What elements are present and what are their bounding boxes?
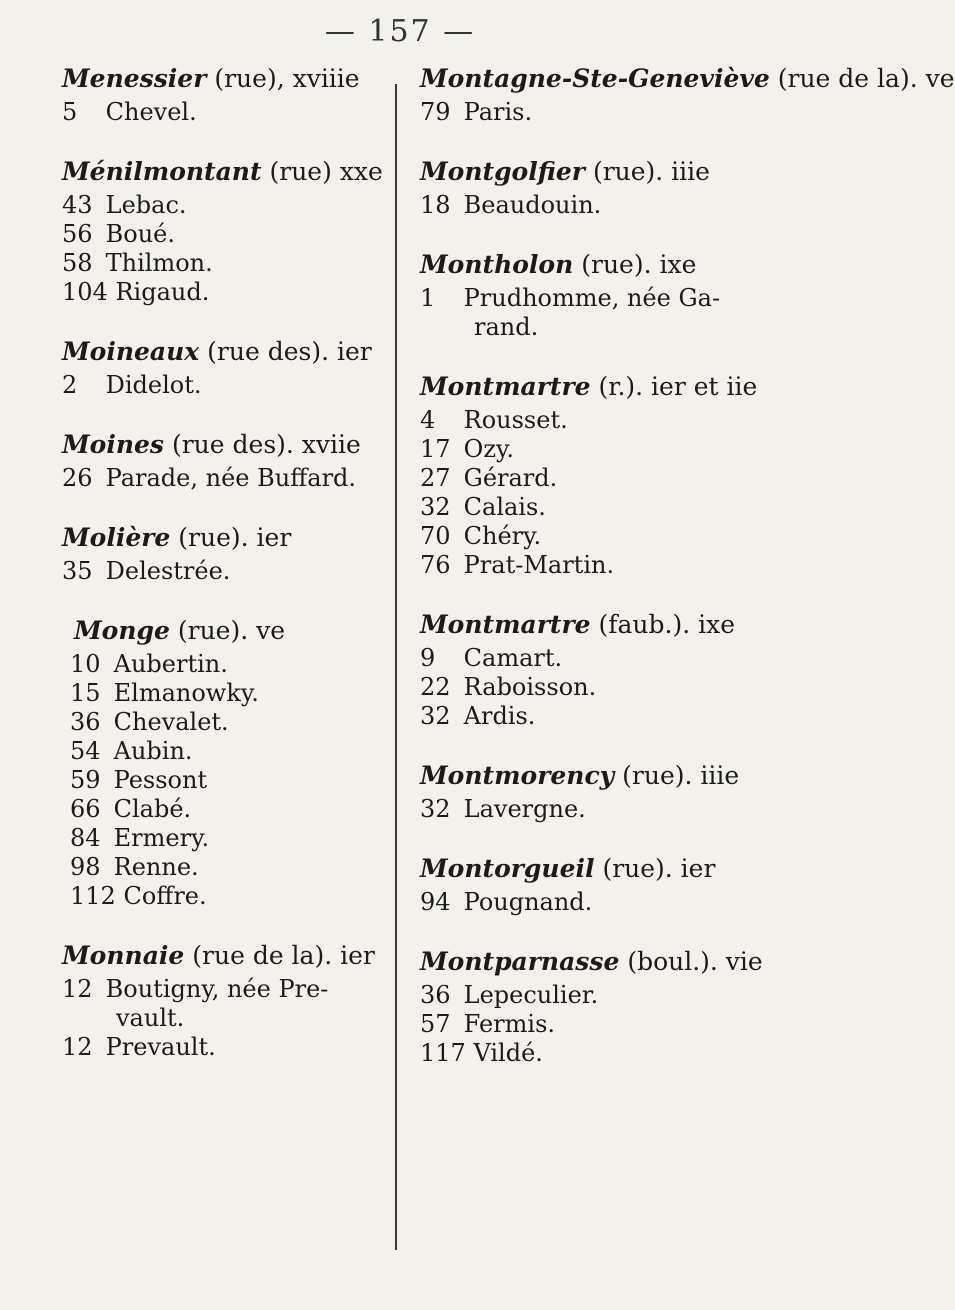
house-number: 15 (70, 679, 101, 707)
right-column (420, 64, 955, 1098)
street-kind: (rue de la). ier (192, 941, 375, 970)
resident-entry (420, 98, 750, 127)
resident-list (62, 557, 392, 586)
resident-entry (70, 795, 392, 824)
house-number: 70 (420, 522, 451, 550)
street-heading (62, 337, 392, 367)
street-section (420, 610, 750, 731)
street-kind: (rue). iiie (592, 157, 710, 186)
street-section (420, 761, 750, 824)
resident-entry (62, 220, 392, 249)
house-number: 57 (420, 1010, 451, 1038)
street-heading (62, 523, 392, 553)
street-section (420, 854, 750, 917)
resident-entry (62, 371, 392, 400)
resident-list (420, 191, 750, 220)
resident-entry (62, 249, 392, 278)
resident-entry (420, 464, 750, 493)
house-number: 35 (62, 557, 93, 585)
street-section (62, 64, 392, 127)
resident-entry (420, 284, 750, 342)
house-number: 117 (420, 1039, 466, 1067)
resident-entry (62, 1033, 392, 1062)
street-heading (62, 430, 392, 460)
house-number: 54 (70, 737, 101, 765)
resident-list (420, 284, 750, 342)
resident-list (420, 981, 750, 1068)
resident-name: Pougnand. (463, 888, 593, 916)
house-number: 5 (62, 98, 78, 126)
resident-list (62, 191, 392, 307)
house-number: 76 (420, 551, 451, 579)
resident-list (62, 98, 392, 127)
resident-name: Paris. (463, 98, 533, 126)
street-section (62, 941, 392, 1062)
resident-entry (420, 1010, 750, 1039)
resident-name: Prevault. (105, 1033, 216, 1061)
street-section (420, 372, 758, 580)
resident-name: Ozy. (463, 435, 514, 463)
house-number: 104 (62, 278, 108, 306)
resident-entry (420, 888, 750, 917)
resident-name: Coffre. (123, 882, 207, 910)
resident-name: Didelot. (105, 371, 202, 399)
resident-name: Renne. (113, 853, 199, 881)
resident-entry (70, 882, 392, 911)
street-section (62, 616, 392, 911)
resident-entry (420, 1039, 750, 1068)
street-name: Montorgueil (420, 854, 595, 883)
street-heading (62, 616, 392, 646)
left-column (62, 64, 392, 1092)
resident-name: Prat-Martin. (463, 551, 615, 579)
resident-entry (420, 493, 750, 522)
street-heading (62, 157, 392, 187)
house-number: 26 (62, 464, 93, 492)
street-heading (420, 372, 758, 402)
resident-name-continued: vault. (116, 1004, 185, 1032)
street-section (420, 250, 750, 342)
street-heading (420, 947, 763, 977)
resident-list (420, 644, 750, 731)
resident-name: Chevel. (105, 98, 197, 126)
street-kind: (rue des). xviie (171, 430, 361, 459)
resident-list (62, 975, 392, 1062)
resident-name: Lebac. (105, 191, 187, 219)
resident-entry (62, 191, 392, 220)
resident-name: Boutigny, née Pre- (105, 975, 329, 1003)
house-number: 36 (70, 708, 101, 736)
resident-entry (70, 679, 392, 708)
house-number: 94 (420, 888, 451, 916)
resident-list (420, 406, 750, 580)
street-kind: (r.). ier et iie (598, 372, 758, 401)
resident-entry (420, 981, 750, 1010)
street-kind: (rue) xxe (269, 157, 383, 186)
street-name: Montagne-Ste-Geneviève (420, 64, 770, 93)
street-name: Monge (74, 616, 170, 645)
street-heading (420, 761, 750, 791)
resident-name: Chevalet. (113, 708, 229, 736)
resident-entry (420, 551, 750, 580)
house-number: 112 (70, 882, 116, 910)
street-name: Montmartre (420, 610, 591, 639)
street-section (62, 157, 392, 307)
house-number: 58 (62, 249, 93, 277)
house-number: 32 (420, 493, 451, 521)
resident-entry (420, 522, 750, 551)
street-kind: (rue). ier (178, 523, 292, 552)
street-name: Moineaux (62, 337, 200, 366)
street-heading (420, 157, 750, 187)
street-kind: (rue). iiie (622, 761, 740, 790)
house-number: 27 (420, 464, 451, 492)
street-kind: (rue des). ier (207, 337, 372, 366)
resident-entry (70, 708, 392, 737)
resident-entry (420, 702, 750, 731)
resident-entry (70, 650, 392, 679)
house-number: 32 (420, 795, 451, 823)
street-section (62, 523, 392, 586)
street-heading (420, 250, 750, 280)
resident-list (420, 888, 750, 917)
resident-name: Elmanowky. (113, 679, 259, 707)
resident-name: Fermis. (463, 1010, 556, 1038)
street-name: Monnaie (62, 941, 185, 970)
resident-name: Raboisson. (463, 673, 597, 701)
street-name: Montmartre (420, 372, 591, 401)
resident-name: Aubertin. (113, 650, 228, 678)
resident-entry (62, 98, 392, 127)
resident-name: Beaudouin. (463, 191, 602, 219)
street-section (420, 157, 750, 220)
resident-entry (70, 737, 392, 766)
resident-list (420, 795, 750, 824)
resident-entry (70, 853, 392, 882)
street-kind: (rue). ier (602, 854, 716, 883)
street-name: Montparnasse (420, 947, 620, 976)
resident-list (62, 464, 392, 493)
resident-name: Aubin. (113, 737, 193, 765)
resident-name: Clabé. (113, 795, 192, 823)
resident-name: Lavergne. (463, 795, 586, 823)
resident-entry (70, 766, 392, 795)
resident-name: Thilmon. (105, 249, 213, 277)
resident-entry (420, 795, 750, 824)
resident-name: Ermery. (113, 824, 210, 852)
house-number: 4 (420, 406, 436, 434)
resident-name: Rigaud. (115, 278, 210, 306)
resident-name: Boué. (105, 220, 176, 248)
house-number: 12 (62, 1033, 93, 1061)
resident-entry (420, 673, 750, 702)
house-number: 9 (420, 644, 436, 672)
resident-entry (420, 406, 750, 435)
house-number: 43 (62, 191, 93, 219)
resident-list (62, 650, 392, 911)
street-name: Montmorency (420, 761, 615, 790)
street-name: Moines (62, 430, 165, 459)
resident-list (62, 371, 392, 400)
street-heading (62, 64, 392, 94)
street-heading (420, 610, 750, 640)
street-kind: (boul.). vie (627, 947, 763, 976)
resident-entry (62, 464, 392, 493)
resident-name: Gérard. (463, 464, 558, 492)
resident-entry (420, 191, 750, 220)
resident-entry (70, 824, 392, 853)
street-name: Menessier (62, 64, 207, 93)
street-name: Montgolfier (420, 157, 585, 186)
resident-entry (62, 557, 392, 586)
column-divider (395, 84, 397, 1250)
house-number: 84 (70, 824, 101, 852)
street-kind: (rue). ixe (581, 250, 697, 279)
resident-name: Lepeculier. (463, 981, 599, 1009)
street-kind: (rue de la). ve (777, 64, 955, 93)
resident-name-continued: rand. (474, 313, 539, 341)
street-kind: (rue), xviiie (214, 64, 360, 93)
street-name: Ménilmontant (62, 157, 262, 186)
resident-entry (420, 435, 750, 464)
street-kind: (faub.). ixe (598, 610, 735, 639)
street-kind: (rue). ve (177, 616, 286, 645)
house-number: 59 (70, 766, 101, 794)
resident-name: Delestrée. (105, 557, 231, 585)
street-heading (420, 854, 750, 884)
street-section (62, 337, 392, 400)
resident-name: Prudhomme, née Ga- (463, 284, 721, 312)
street-section (420, 947, 763, 1068)
house-number: 36 (420, 981, 451, 1009)
street-name: Montholon (420, 250, 574, 279)
resident-name: Pessont (113, 766, 208, 794)
resident-list (420, 98, 750, 127)
house-number: 17 (420, 435, 451, 463)
resident-entry (420, 644, 750, 673)
resident-name: Ardis. (463, 702, 536, 730)
house-number: 98 (70, 853, 101, 881)
house-number: 56 (62, 220, 93, 248)
resident-name: Rousset. (463, 406, 568, 434)
house-number: 18 (420, 191, 451, 219)
resident-name: Calais. (463, 493, 546, 521)
page-number: — 157 — (324, 14, 476, 49)
resident-name: Parade, née Buffard. (105, 464, 357, 492)
house-number: 2 (62, 371, 78, 399)
resident-entry (62, 975, 392, 1033)
house-number: 12 (62, 975, 93, 1003)
street-section (420, 64, 955, 127)
house-number: 32 (420, 702, 451, 730)
street-heading (62, 941, 392, 971)
house-number: 1 (420, 284, 436, 312)
street-name: Molière (62, 523, 171, 552)
resident-name: Vildé. (473, 1039, 543, 1067)
resident-entry (62, 278, 392, 307)
resident-name: Chéry. (463, 522, 542, 550)
resident-name: Camart. (463, 644, 563, 672)
house-number: 22 (420, 673, 451, 701)
house-number: 79 (420, 98, 451, 126)
street-heading (420, 64, 955, 94)
house-number: 66 (70, 795, 101, 823)
street-section (62, 430, 392, 493)
house-number: 10 (70, 650, 101, 678)
